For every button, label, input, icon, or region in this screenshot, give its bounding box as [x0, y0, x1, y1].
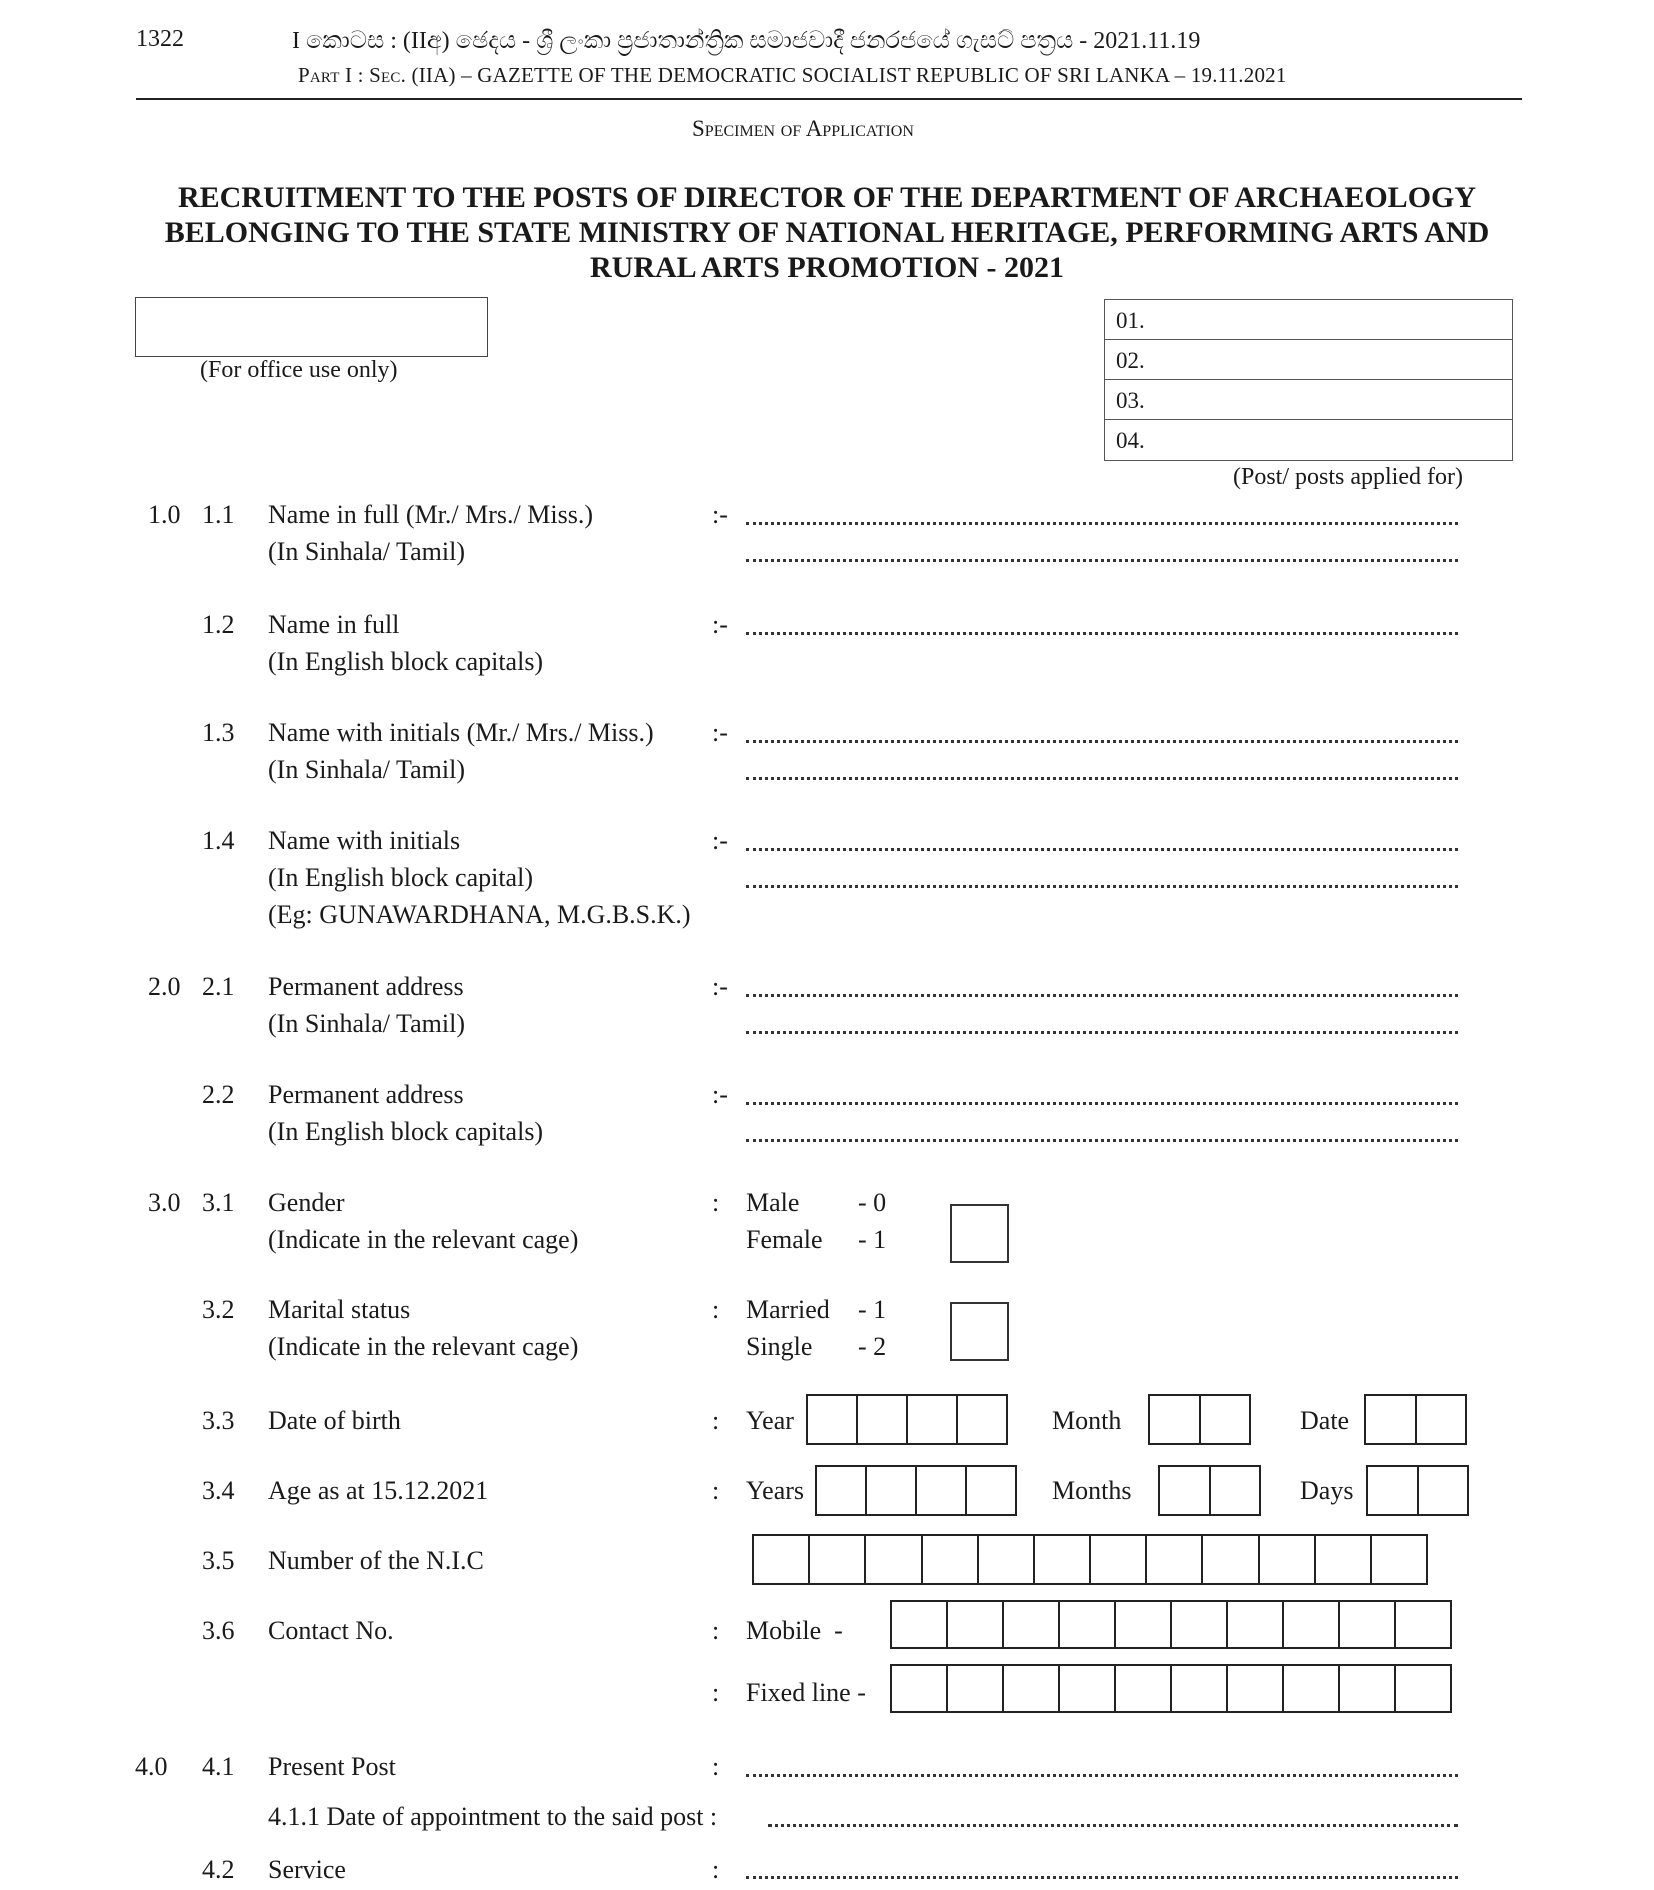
marital-option-married: Married	[746, 1295, 830, 1324]
field-sublabel: (In Sinhala/ Tamil)	[268, 1009, 465, 1038]
field-number: 1.2	[202, 610, 235, 639]
header-rule	[136, 98, 1522, 100]
post-row-4[interactable]: 04.	[1116, 428, 1145, 453]
field-label: Number of the N.I.C	[268, 1546, 484, 1575]
field-number: 3.4	[202, 1476, 235, 1505]
title-line-1: RECRUITMENT TO THE POSTS OF DIRECTOR OF THE DEPARTMENT OF ARCHAEOLOGY	[177, 181, 1477, 214]
age-days-boxes[interactable]	[1366, 1465, 1469, 1516]
mobile-number-boxes[interactable]	[890, 1600, 1452, 1649]
field-separator: :-	[712, 972, 728, 1001]
gender-code-female: - 1	[858, 1225, 887, 1254]
field-label: Marital status	[268, 1295, 411, 1324]
address-english-line-2[interactable]	[746, 1139, 1458, 1142]
gender-code-male: - 0	[858, 1188, 887, 1217]
appointment-date-line[interactable]	[768, 1824, 1458, 1827]
page-number: 1322	[136, 26, 184, 52]
section-number-1: 1.0	[148, 500, 181, 529]
field-separator: :-	[712, 718, 728, 747]
fixed-line-label: Fixed line -	[746, 1678, 866, 1707]
service-line[interactable]	[746, 1876, 1458, 1879]
dob-date-label: Date	[1300, 1406, 1350, 1435]
name-full-english-line[interactable]	[746, 632, 1458, 635]
field-label: Name in full	[268, 610, 400, 639]
gender-option-female: Female	[746, 1225, 823, 1254]
field-separator: :	[712, 1295, 720, 1324]
field-number: 2.2	[202, 1080, 235, 1109]
nic-number-boxes[interactable]	[752, 1534, 1428, 1585]
field-number: 1.4	[202, 826, 235, 855]
specimen-heading: Specimen of Application	[692, 116, 914, 141]
address-sinhala-line-1[interactable]	[746, 994, 1458, 997]
title-line-2: BELONGING TO THE STATE MINISTRY OF NATIONAL HERITAGE, PERFORMING ARTS AND	[164, 216, 1490, 249]
address-sinhala-line-2[interactable]	[746, 1031, 1458, 1034]
age-years-boxes[interactable]	[815, 1465, 1017, 1516]
field-sublabel: (Indicate in the relevant cage)	[268, 1225, 579, 1254]
gender-cage[interactable]	[950, 1204, 1009, 1263]
field-label: Name with initials	[268, 826, 461, 855]
field-number: 2.1	[202, 972, 235, 1001]
field-number: 3.6	[202, 1616, 235, 1645]
field-separator: :	[712, 1616, 720, 1645]
field-number: 4.1	[202, 1752, 235, 1781]
name-full-sinhala-line-1[interactable]	[746, 522, 1458, 525]
field-number: 3.3	[202, 1406, 235, 1435]
field-number: 1.1	[202, 500, 235, 529]
dob-month-boxes[interactable]	[1148, 1394, 1251, 1445]
field-separator: :-	[712, 500, 728, 529]
post-row-2[interactable]: 02.	[1105, 340, 1512, 380]
field-label: Permanent address	[268, 1080, 464, 1109]
form-title	[100, 180, 1554, 285]
office-use-label: (For office use only)	[200, 357, 398, 383]
name-initials-sinhala-line-1[interactable]	[746, 740, 1458, 743]
dob-date-boxes[interactable]	[1364, 1394, 1467, 1445]
field-separator: :-	[712, 826, 728, 855]
age-months-boxes[interactable]	[1158, 1465, 1261, 1516]
field-separator: :-	[712, 1080, 728, 1109]
field-label: Present Post	[268, 1752, 396, 1781]
marital-code-single: - 2	[858, 1332, 887, 1361]
field-label: Permanent address	[268, 972, 464, 1001]
marital-option-single: Single	[746, 1332, 813, 1361]
posts-caption: (Post/ posts applied for)	[1233, 464, 1463, 490]
name-initials-english-line-1[interactable]	[746, 848, 1458, 851]
appointment-date-label: 4.1.1 Date of appointment to the said post :	[268, 1802, 718, 1831]
field-number: 3.1	[202, 1188, 235, 1217]
field-sublabel: (In English block capital)	[268, 863, 533, 892]
field-separator: :	[712, 1188, 720, 1217]
field-separator: :	[712, 1476, 720, 1505]
field-separator: :	[712, 1752, 720, 1781]
field-example: (Eg: GUNAWARDHANA, M.G.B.S.K.)	[268, 900, 691, 929]
gazette-header-english: Part I : Sec. (IIA) – GAZETTE OF THE DEMOCRATIC SOCIALIST REPUBLIC OF SRI LANKA – 19.11.2021	[298, 63, 1287, 87]
field-sublabel: (In English block capitals)	[268, 647, 544, 676]
field-number: 4.2	[202, 1855, 235, 1884]
mobile-label: Mobile -	[746, 1616, 843, 1645]
age-months-label: Months	[1052, 1476, 1132, 1505]
field-label: Name in full (Mr./ Mrs./ Miss.)	[268, 500, 593, 529]
marital-cage[interactable]	[950, 1302, 1009, 1361]
address-english-line-1[interactable]	[746, 1102, 1458, 1105]
section-number-2: 2.0	[148, 972, 181, 1001]
posts-applied-table	[1104, 299, 1513, 461]
name-full-sinhala-line-2[interactable]	[746, 559, 1458, 562]
field-label: Name with initials (Mr./ Mrs./ Miss.)	[268, 718, 654, 747]
section-number-3: 3.0	[148, 1188, 181, 1217]
field-label: Age as at 15.12.2021	[268, 1476, 489, 1505]
field-number: 3.2	[202, 1295, 235, 1324]
field-number: 3.5	[202, 1546, 235, 1575]
field-separator: :-	[712, 610, 728, 639]
post-row-1[interactable]: 01.	[1105, 300, 1512, 340]
name-initials-english-line-2[interactable]	[746, 885, 1458, 888]
field-sublabel: (Indicate in the relevant cage)	[268, 1332, 579, 1361]
field-sublabel: (In Sinhala/ Tamil)	[268, 537, 465, 566]
name-initials-sinhala-line-2[interactable]	[746, 777, 1458, 780]
gender-option-male: Male	[746, 1188, 800, 1217]
gazette-header-sinhala: I කොටස : (IIඅ) ඡෙදය - ශ්‍රී ලංකා ප්‍රජාතාන්ත්‍රික සමාජවාදී ජනරජයේ ගැසට් පත්‍රය - 2021.11.19	[292, 28, 1201, 54]
field-label: Service	[268, 1855, 346, 1884]
age-days-label: Days	[1300, 1476, 1354, 1505]
dob-year-boxes[interactable]	[806, 1394, 1008, 1445]
dob-month-label: Month	[1052, 1406, 1122, 1435]
field-separator: :	[712, 1855, 720, 1884]
field-number: 1.3	[202, 718, 235, 747]
field-sublabel: (In Sinhala/ Tamil)	[268, 755, 465, 784]
title-line-3: RURAL ARTS PROMOTION - 2021	[590, 251, 1064, 284]
age-years-label: Years	[746, 1476, 805, 1505]
field-label: Date of birth	[268, 1406, 401, 1435]
marital-code-married: - 1	[858, 1295, 887, 1324]
dob-year-label: Year	[746, 1406, 794, 1435]
field-label: Gender	[268, 1188, 345, 1217]
field-sublabel: (In English block capitals)	[268, 1117, 544, 1146]
fixed-line-number-boxes[interactable]	[890, 1664, 1452, 1713]
office-use-box[interactable]	[135, 297, 488, 357]
section-number-4: 4.0	[135, 1752, 168, 1781]
field-label: Contact No.	[268, 1616, 394, 1645]
post-row-3[interactable]: 03.	[1105, 380, 1512, 420]
field-separator: :	[712, 1678, 720, 1707]
field-separator: :	[712, 1406, 720, 1435]
present-post-line[interactable]	[746, 1774, 1458, 1777]
